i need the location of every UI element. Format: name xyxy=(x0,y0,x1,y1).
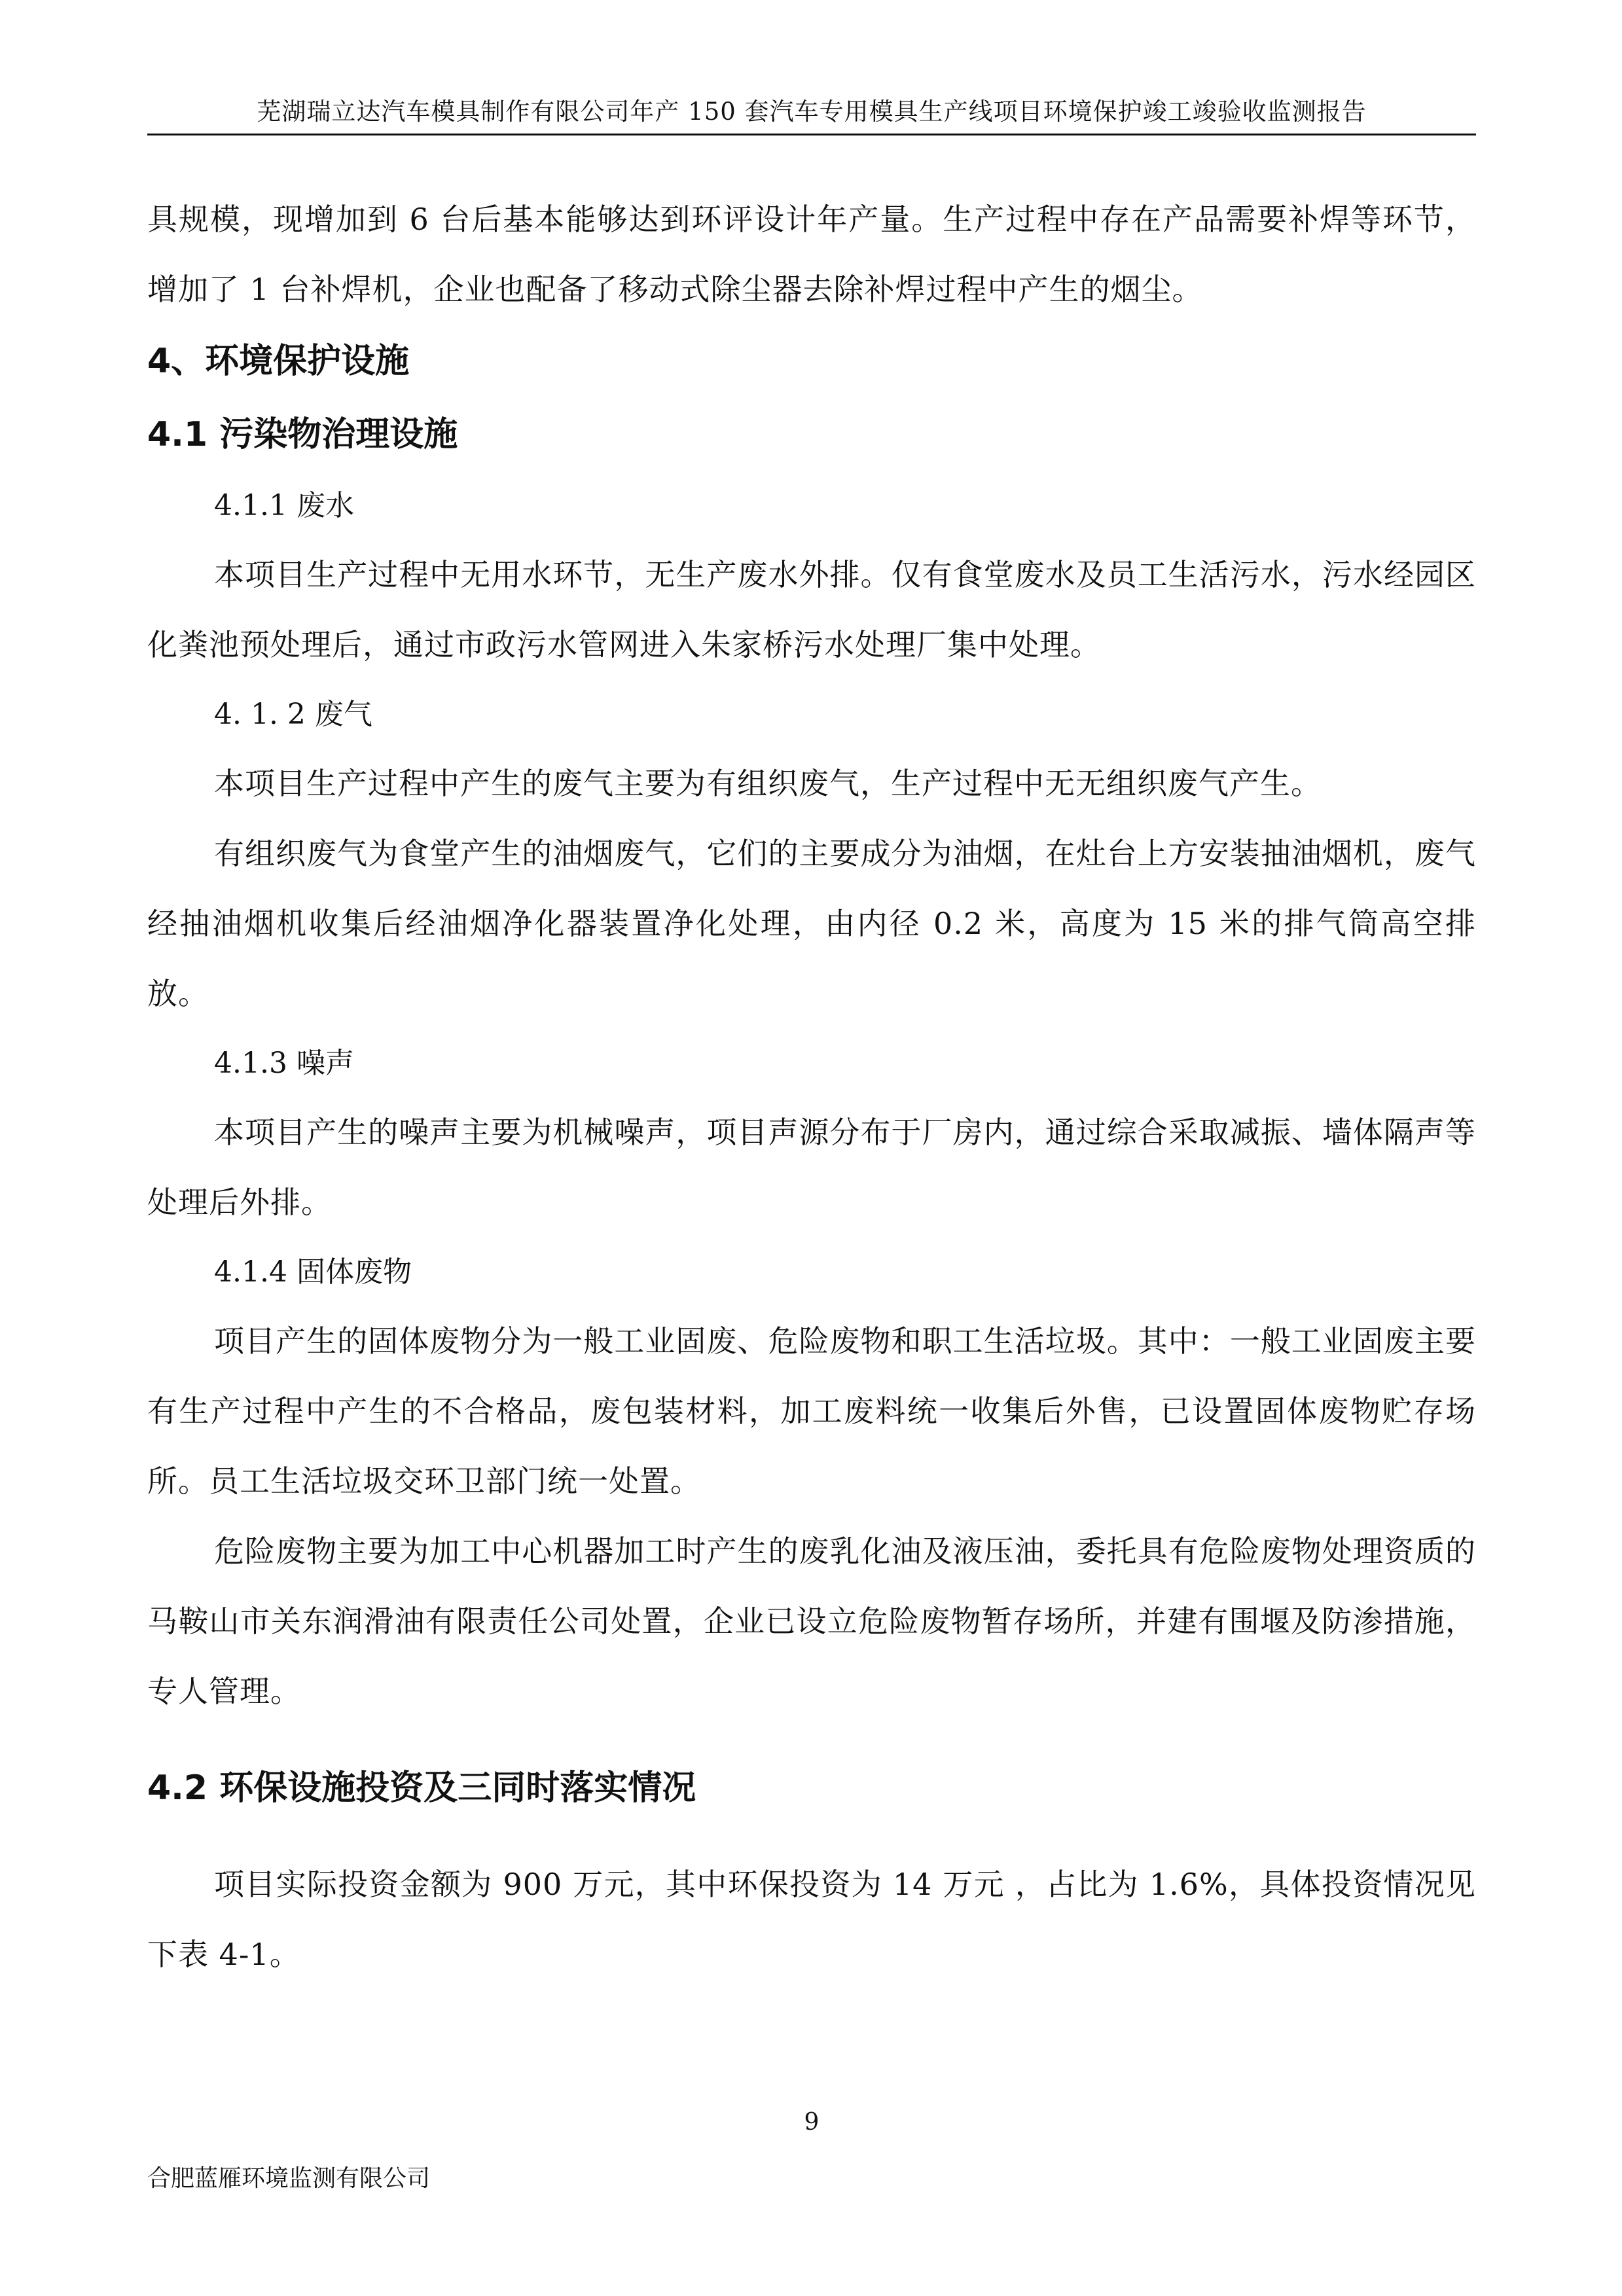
solid-waste-paragraph-2: 危险废物主要为加工中心机器加工时产生的废乳化油及液压油，委托具有危险废物处理资质的马鞍山市关东润滑油有限责任公司处置，企业已设立危险废物暂存场所，并建有围堰及防渗措施，专人管理。 xyxy=(147,1534,1476,1709)
exhaust-paragraph-2: 有组织废气为食堂产生的油烟废气，它们的主要成分为油烟，在灶台上方安装抽油烟机，废气经抽油烟机收集后经油烟净化器装置净化处理，由内径 0.2 米，高度为 15 米的排气筒高空排放。 xyxy=(147,836,1476,1011)
continuation-paragraph: 具规模，现增加到 6 台后基本能够达到环评设计年产量。生产过程中存在产品需要补焊等环节，增加了 1 台补焊机，企业也配备了移动式除尘器去除补焊过程中产生的烟尘。 xyxy=(147,202,1476,307)
section-gap xyxy=(147,1825,1476,1850)
solid-waste-paragraph-1: 项目产生的固体废物分为一般工业固废、危险废物和职工生活垃圾。其中：一般工业固废主要有生产过程中产生的不合格品，废包装材料，加工废料统一收集后外售，已设置固体废物贮存场所。员工生活垃圾交环卫部门统一处置。 xyxy=(147,1323,1476,1499)
section-4-1-3-heading: 4.1.3 噪声 xyxy=(214,1047,354,1080)
section-4-1-4-heading: 4.1.4 固体废物 xyxy=(214,1255,412,1289)
noise-paragraph: 本项目产生的噪声主要为机械噪声，项目声源分布于厂房内，通过综合采取减振、墙体隔声等处理后外排。 xyxy=(147,1115,1476,1220)
page-number: 9 xyxy=(804,2109,820,2136)
section-4-heading: 4、环境保护设施 xyxy=(147,342,410,381)
section-4-1-1-heading: 4.1.1 废水 xyxy=(214,489,354,522)
section-4-1-2-heading: 4. 1. 2 废气 xyxy=(214,698,372,731)
report-header-title: 芜湖瑞立达汽车模具制作有限公司年产 150 套汽车专用模具生产线项目环境保护竣工竣验收监测报告 xyxy=(257,98,1367,126)
section-4-1-heading: 4.1 污染物治理设施 xyxy=(147,415,458,454)
wastewater-paragraph: 本项目生产过程中无用水环节，无生产废水外排。仅有食堂废水及员工生活污水，污水经园区化粪池预处理后，通过市政污水管网进入朱家桥污水处理厂集中处理。 xyxy=(147,557,1476,662)
page-content xyxy=(147,185,1476,1990)
footer-company-name: 合肥蓝雁环境监测有限公司 xyxy=(147,2165,431,2192)
exhaust-paragraph-1: 本项目生产过程中产生的废气主要为有组织废气，生产过程中无无组织废气产生。 xyxy=(214,766,1322,801)
investment-paragraph: 项目实际投资金额为 900 万元，其中环保投资为 14 万元 ，占比为 1.6%，具体投资情况见下表 4-1。 xyxy=(147,1867,1476,1972)
section-gap xyxy=(147,1727,1476,1751)
section-4-2-heading: 4.2 环保设施投资及三同时落实情况 xyxy=(147,1768,696,1808)
header-divider xyxy=(147,134,1476,135)
